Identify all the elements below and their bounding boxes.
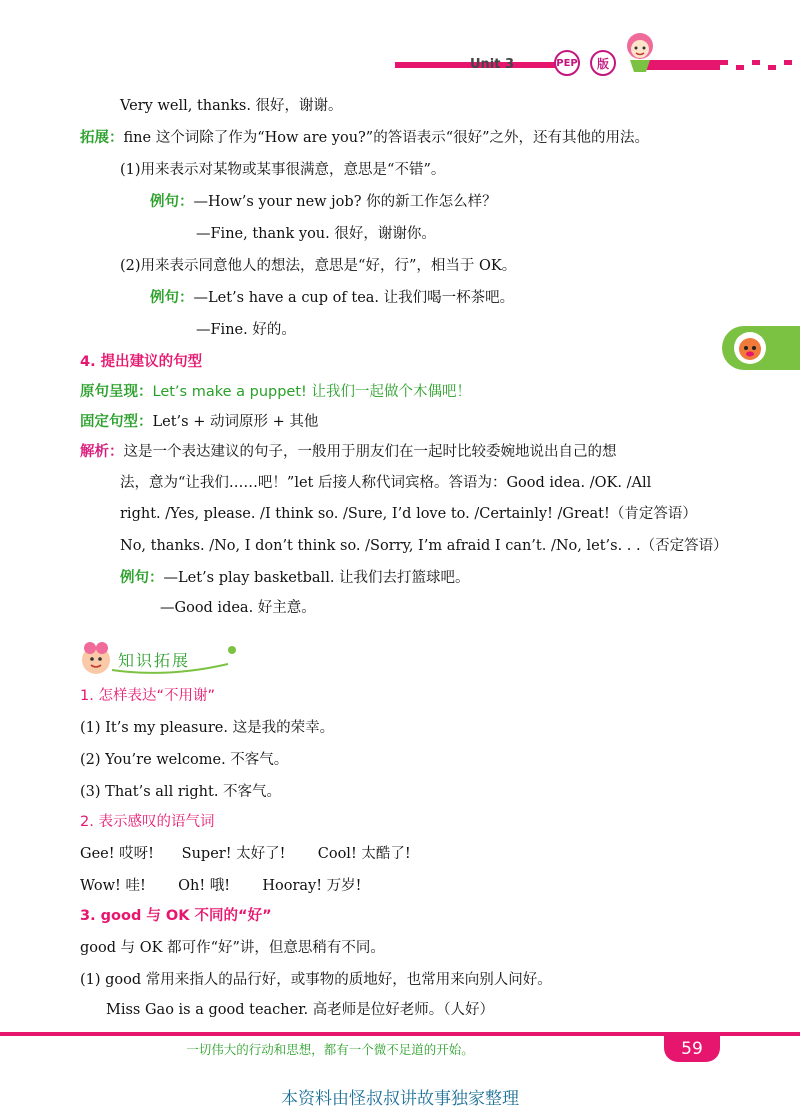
text-line: good 与 OK 都可作“好”讲，但意思稍有不同。	[80, 940, 385, 956]
cartoon-girl-icon	[616, 28, 664, 74]
section-heading: 2. 表示感叹的语气词	[80, 814, 215, 830]
analysis-line	[80, 442, 617, 462]
pattern-label: 固定句型：	[80, 414, 153, 430]
example-line	[150, 288, 514, 308]
pattern-text: Let’s + 动词原形 + 其他	[152, 414, 319, 430]
text-line: (1) It’s my pleasure. 这是我的荣幸。	[80, 720, 335, 736]
text-line: No, thanks. /No, I don’t think so. /Sorry, I’m afraid I can’t. /No, let’s. . .（否定答语）	[120, 538, 728, 554]
text-line: (1)用来表示对某物或某事很满意，意思是“不错”。	[120, 162, 446, 178]
source-note: 本资料由怪叔叔讲故事独家整理	[281, 1089, 519, 1109]
header-decoration	[0, 58, 800, 72]
footer-motto: 一切伟大的行动和思想，都有一个微不足道的开始。	[186, 1042, 474, 1057]
text-line: (2) You’re welcome. 不客气。	[80, 752, 289, 768]
text-line: Very well, thanks. 很好，谢谢。	[120, 98, 343, 114]
example-text: —How’s your new job? 你的新工作怎么样？	[193, 194, 497, 210]
edition-badge: 版	[590, 50, 616, 76]
section-heading: 1. 怎样表达“不用谢”	[80, 688, 215, 704]
example-label: 例句：	[150, 290, 194, 306]
section-heading: 3. good 与 OK 不同的“好”	[80, 908, 272, 924]
original-sentence-line	[80, 382, 471, 402]
text-line: —Good idea. 好主意。	[160, 600, 316, 616]
text-line: (3) That’s all right. 不客气。	[80, 784, 282, 800]
original-sentence-text: Let’s make a puppet! 让我们一起做个木偶吧！	[152, 384, 471, 400]
knowledge-banner-title: 知识拓展	[118, 651, 191, 670]
extension-line	[80, 128, 649, 148]
section-heading: 4. 提出建议的句型	[80, 354, 203, 370]
text-line: 法，意为“让我们……吧！”let 后接人称代词宾格。答语为：Good idea. /OK. /All	[120, 475, 652, 491]
pattern-line	[80, 412, 318, 432]
analysis-text: 这是一个表达建议的句子，一般用于朋友们在一起时比较委婉地说出自己的想	[123, 444, 617, 460]
analysis-label: 解析：	[80, 444, 124, 460]
example-line	[150, 192, 497, 212]
text-line: —Fine. 好的。	[196, 322, 296, 338]
text-line: Miss Gao is a good teacher. 高老师是位好老师。（人好）	[106, 1002, 495, 1018]
example-text: —Let’s play basketball. 让我们去打篮球吧。	[163, 570, 470, 586]
example-label: 例句：	[120, 570, 164, 586]
unit-label: Unit 3	[470, 57, 515, 72]
example-label: 例句：	[150, 194, 194, 210]
text-line: Wow! 哇! Oh! 哦! Hooray! 万岁!	[80, 878, 362, 894]
extension-label: 拓展：	[80, 130, 124, 146]
original-sentence-label: 原句呈现：	[80, 384, 153, 400]
text-line: —Fine, thank you. 很好，谢谢你。	[196, 226, 436, 242]
text-line: (2)用来表示同意他人的想法，意思是“好，行”，相当于 OK。	[120, 258, 517, 274]
text-line: Gee! 哎呀! Super! 太好了! Cool! 太酷了!	[80, 846, 411, 862]
pep-badge: PEP	[554, 50, 580, 76]
example-line	[120, 568, 470, 588]
page-number: 59	[664, 1036, 720, 1062]
example-text: —Let’s have a cup of tea. 让我们喝一杯茶吧。	[193, 290, 515, 306]
fox-mascot-icon	[732, 330, 768, 366]
extension-text: fine 这个词除了作为“How are you?”的答语表示“很好”之外，还有其他的用法。	[123, 130, 650, 146]
text-line: (1) good 常用来指人的品行好，或事物的质地好，也常用来向别人问好。	[80, 972, 552, 988]
text-line: right. /Yes, please. /I think so. /Sure, I’d love to. /Certainly! /Great!（肯定答语）	[120, 506, 697, 522]
